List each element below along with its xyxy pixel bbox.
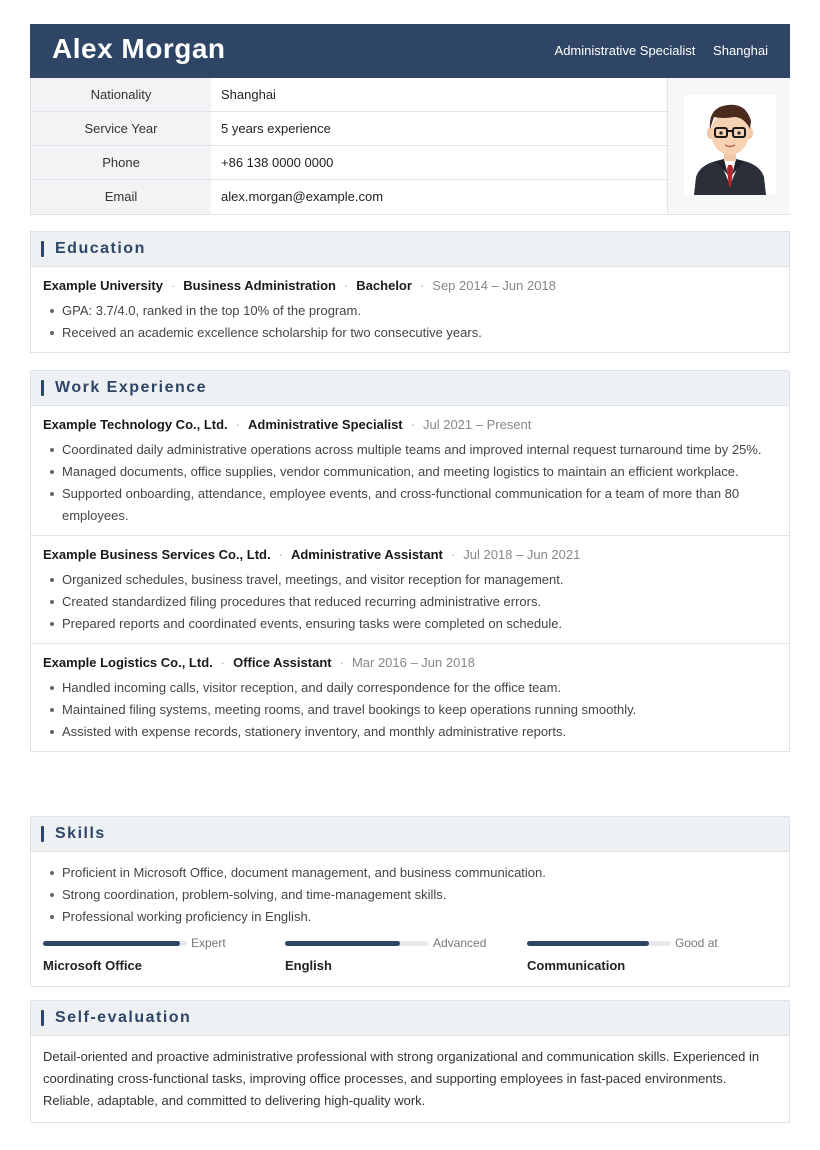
section-title: Work Experience [55, 379, 208, 396]
skill-name: English [285, 958, 332, 973]
job-date: Jul 2018 – Jun 2021 [463, 547, 581, 562]
section-header [31, 232, 789, 267]
info-row-nationality [31, 78, 667, 112]
section-accent-bar [41, 1010, 44, 1026]
skill-level-track [285, 941, 429, 946]
job-bullets [43, 677, 777, 743]
education-heading: Example University · Business Administration · Bachelor · Sep 2014 – Jun 2018 [43, 278, 556, 293]
avatar-businessman-icon [684, 95, 776, 195]
info-label: Nationality [31, 78, 211, 111]
section-accent-bar [41, 241, 44, 257]
info-row-service-year [31, 112, 667, 146]
skill-name: Communication [527, 958, 626, 973]
self-evaluation-section [30, 1000, 790, 1123]
section-accent-bar [41, 380, 44, 396]
skill-level-track [43, 941, 187, 946]
info-row-phone [31, 146, 667, 180]
list-item: Received an academic excellence scholarship for two consecutive years. [43, 322, 777, 344]
job-entry [31, 535, 789, 643]
section-accent-bar [41, 826, 44, 842]
list-item: GPA: 3.7/4.0, ranked in the top 10% of the program. [43, 300, 777, 322]
list-item: Organized schedules, business travel, meetings, and visitor reception for management. [43, 569, 777, 591]
education-section [30, 231, 790, 353]
list-item: Handled incoming calls, visitor reception, and daily correspondence for the office team. [43, 677, 777, 699]
header-position: Administrative Specialist [554, 43, 696, 58]
work-experience-section [30, 370, 790, 752]
skill-level-fill [43, 941, 180, 946]
skills-list [31, 852, 789, 986]
company-name: Example Logistics Co., Ltd. [43, 655, 213, 670]
list-item: Coordinated daily administrative operations across multiple teams and improved internal request turnaround time by 25%. [43, 439, 777, 461]
job-role: Administrative Assistant [290, 547, 443, 562]
list-item: Maintained filing systems, meeting rooms, and travel bookings to keep operations running smoothly. [43, 699, 777, 721]
section-header [31, 371, 789, 406]
major: Business Administration [183, 278, 336, 293]
section-title: Education [55, 240, 146, 257]
skills-section [30, 816, 790, 987]
skill-name: Microsoft Office [43, 958, 142, 973]
skills-bullets [43, 862, 777, 928]
info-row-email [31, 180, 667, 214]
info-value: +86 138 0000 0000 [221, 155, 334, 170]
job-heading: Example Business Services Co., Ltd. · Administrative Assistant · Jul 2018 – Jun 2021 [43, 547, 581, 562]
job-date: Jul 2021 – Present [422, 417, 532, 432]
header-meta [541, 43, 768, 58]
skill-level-label: Advanced [433, 936, 487, 950]
job-date: Mar 2016 – Jun 2018 [351, 655, 475, 670]
skill-levels [43, 928, 777, 986]
job-heading: Example Logistics Co., Ltd. · Office Assistant · Mar 2016 – Jun 2018 [43, 655, 475, 670]
skill-level-fill [527, 941, 649, 946]
job-role: Office Assistant [233, 655, 332, 670]
job-entry [31, 643, 789, 751]
info-label: Phone [31, 146, 211, 179]
skill-level-label: Expert [191, 936, 226, 950]
list-item: Created standardized filing procedures that reduced recurring administrative errors. [43, 591, 777, 613]
job-heading: Example Technology Co., Ltd. · Administrative Specialist · Jul 2021 – Present [43, 417, 532, 432]
skill-level-label: Good at [675, 936, 718, 950]
list-item: Proficient in Microsoft Office, document management, and business communication. [43, 862, 777, 884]
header-location: Shanghai [713, 43, 768, 58]
job-bullets [43, 439, 777, 527]
section-header [31, 1001, 789, 1036]
candidate-name: Alex Morgan [52, 33, 226, 64]
list-item: Managed documents, office supplies, vendor communication, and meeting logistics to maintain an efficient workplace. [43, 461, 777, 483]
section-title: Skills [55, 825, 106, 842]
company-name: Example Technology Co., Ltd. [43, 417, 228, 432]
skill-level-fill [285, 941, 400, 946]
list-item: Assisted with expense records, stationery inventory, and monthly administrative reports. [43, 721, 777, 743]
section-header [31, 817, 789, 852]
photo-cell [668, 78, 790, 214]
self-evaluation-text: Detail-oriented and proactive administrative professional with strong organizational and communication skills. Experienced in coordinating cross-functional tasks, improving office processes, and supporting employees in fast-paced environments. Reliable, adaptable, and committed to delivering high-quality work. [43, 1049, 760, 1108]
info-label: Email [31, 180, 211, 214]
personal-info-table [30, 78, 790, 215]
info-value: Shanghai [221, 87, 276, 102]
info-value: alex.morgan@example.com [221, 189, 384, 204]
school-name: Example University [43, 278, 163, 293]
list-item: Supported onboarding, attendance, employee events, and cross-functional communication for a team of more than 80 employees. [43, 483, 777, 527]
skill-level-track [527, 941, 671, 946]
job-role: Administrative Specialist [248, 417, 403, 432]
education-entry [31, 267, 789, 352]
info-value: 5 years experience [221, 121, 331, 136]
list-item: Strong coordination, problem-solving, and time-management skills. [43, 884, 777, 906]
list-item: Prepared reports and coordinated events, ensuring tasks were completed on schedule. [43, 613, 777, 635]
education-date: Sep 2014 – Jun 2018 [432, 278, 556, 293]
education-bullets [43, 300, 777, 344]
job-entry [31, 406, 789, 535]
section-title: Self-evaluation [55, 1009, 192, 1026]
company-name: Example Business Services Co., Ltd. [43, 547, 271, 562]
resume-header [30, 24, 790, 78]
degree: Bachelor [356, 278, 412, 293]
info-label: Service Year [31, 112, 211, 145]
list-item: Professional working proficiency in English. [43, 906, 777, 928]
job-bullets [43, 569, 777, 635]
